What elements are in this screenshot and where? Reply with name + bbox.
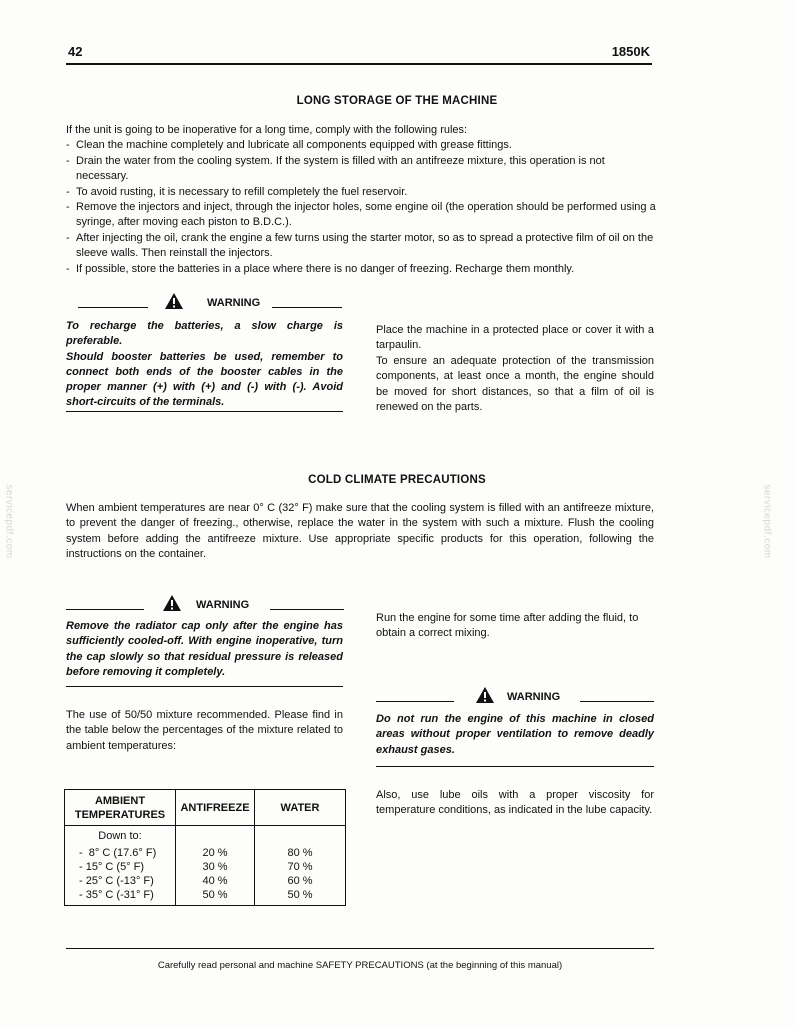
table-row xyxy=(65,843,346,860)
table-cell: Down to: xyxy=(65,826,176,844)
mixing-text: Run the engine for some time after adding the fluid, to obtain a correct mixing. xyxy=(376,612,639,640)
header-rule xyxy=(66,63,652,65)
table-header-row xyxy=(65,790,346,826)
column-header: WATER xyxy=(255,790,346,826)
footer-safety-note: Carefully read personal and machine SAFETY PRECAUTIONS (at the beginning of this manual) xyxy=(157,960,563,971)
warning-label: WARNING xyxy=(196,599,250,611)
table-cell: 20 % xyxy=(176,843,255,860)
table-cell: 40 % xyxy=(176,874,255,888)
warning-end-rule xyxy=(66,411,343,412)
list-item: - Drain the water from the cooling system. If the system is filled with an antifreeze mixture, this operation is not necessary. xyxy=(66,154,656,185)
divider xyxy=(66,609,144,610)
section-title-long-storage: LONG STORAGE OF THE MACHINE xyxy=(296,95,498,107)
table-subheader-row xyxy=(65,826,346,844)
list-item: - To avoid rusting, it is necessary to refill completely the fuel reservoir. xyxy=(66,185,656,200)
list-item: - If possible, store the batteries in a place where there is no danger of freezing. Recharge them monthly. xyxy=(66,262,656,277)
radiator-warning-heading xyxy=(66,596,348,616)
battery-warning-heading xyxy=(66,294,348,314)
table-cell: - 35° C (-31° F) xyxy=(65,888,176,906)
warning-end-rule xyxy=(376,766,654,767)
column-header: AMBIENT TEMPERATURES xyxy=(65,790,176,826)
warning-line: To recharge the batteries, a slow charge is preferable. xyxy=(66,320,343,348)
table-cell: 70 % xyxy=(255,860,346,874)
table-cell: - 15° C (5° F) xyxy=(65,860,176,874)
table-row xyxy=(65,874,346,888)
table-row xyxy=(65,860,346,874)
warning-triangle-icon xyxy=(162,594,182,612)
divider xyxy=(376,701,454,702)
exhaust-warning-text: Do not run the engine of this machine in closed areas without proper ventilation to remove deadly exhaust gases. xyxy=(376,713,654,756)
watermark-right: servicepdf.com xyxy=(761,484,773,559)
table-cell: 50 % xyxy=(176,888,255,906)
divider xyxy=(580,701,654,702)
model-name: 1850K xyxy=(611,44,650,59)
warning-line: Should booster batteries be used, remember to connect both ends of the booster cables in the proper manner (+) with (+) and (-) with (-). Avoid short-circuits of the terminals. xyxy=(66,350,343,409)
warning-triangle-icon xyxy=(164,292,184,310)
lube-text: Also, use lube oils with a proper viscosity for temperature conditions, as indicated in the lube capacity. xyxy=(376,789,654,817)
radiator-warning-text: Remove the radiator cap only after the engine has sufficiently cooled-off. With engine inoperative, turn the cap slowly so that residual pressure is released before removing it completely. xyxy=(66,620,343,678)
paragraph: Place the machine in a protected place or cover it with a tarpaulin. xyxy=(376,324,654,352)
list-item: - Remove the injectors and inject, through the injector holes, some engine oil (the operation should be performed using a syringe, after moving each piston to B.D.C.). xyxy=(66,200,656,231)
table-cell: 80 % xyxy=(255,843,346,860)
section-title-cold-climate: COLD CLIMATE PRECAUTIONS xyxy=(308,474,486,486)
footer-rule xyxy=(66,948,654,949)
long-storage-body xyxy=(66,123,656,277)
table-cell: 60 % xyxy=(255,874,346,888)
antifreeze-mixture-table xyxy=(64,789,346,906)
warning-end-rule xyxy=(66,686,343,687)
table-intro: The use of 50/50 mixture recommended. Please find in the table below the percentages of the mixture related to ambient temperatures: xyxy=(66,709,343,752)
table-cell: - 8° C (17.6° F) xyxy=(65,843,176,860)
cold-climate-intro: When ambient temperatures are near 0° C (32° F) make sure that the cooling system is filled with an antifreeze mixture, to prevent the danger of freezing., otherwise, replace the water in the system with such a mixture. Flush the cooling system before adding the antifreeze mixture. Use appropriate specific products for this operation, following the instructions on the container. xyxy=(66,502,654,561)
table-cell: 30 % xyxy=(176,860,255,874)
table-cell: - 25° C (-13° F) xyxy=(65,874,176,888)
paragraph: To ensure an adequate protection of the transmission components, at least once a month, the engine should be moved for short distances, so that a film of oil is renewed on the parts. xyxy=(376,354,654,414)
warning-triangle-icon xyxy=(475,686,495,704)
list-item: - Clean the machine completely and lubricate all components equipped with grease fittings. xyxy=(66,138,656,153)
exhaust-warning-heading xyxy=(376,688,658,708)
long-storage-intro: If the unit is going to be inoperative for a long time, comply with the following rules: xyxy=(66,124,468,136)
table-cell xyxy=(255,826,346,844)
divider xyxy=(272,307,342,308)
table-cell: 50 % xyxy=(255,888,346,906)
storage-rules-list xyxy=(66,138,656,277)
page-number: 42 xyxy=(68,44,83,59)
list-item: - After injecting the oil, crank the engine a few turns using the starter motor, so as to spread a protective film of oil on the sleeve walls. Then reinstall the injectors. xyxy=(66,231,656,262)
storage-right-column xyxy=(376,323,654,415)
divider xyxy=(78,307,148,308)
warning-label: WARNING xyxy=(507,691,561,703)
table-cell xyxy=(176,826,255,844)
column-header: ANTIFREEZE xyxy=(176,790,255,826)
battery-warning-text xyxy=(66,319,343,411)
table-row xyxy=(65,888,346,906)
warning-label: WARNING xyxy=(207,297,261,309)
divider xyxy=(270,609,344,610)
watermark-left: servicepdf.com xyxy=(3,484,15,559)
